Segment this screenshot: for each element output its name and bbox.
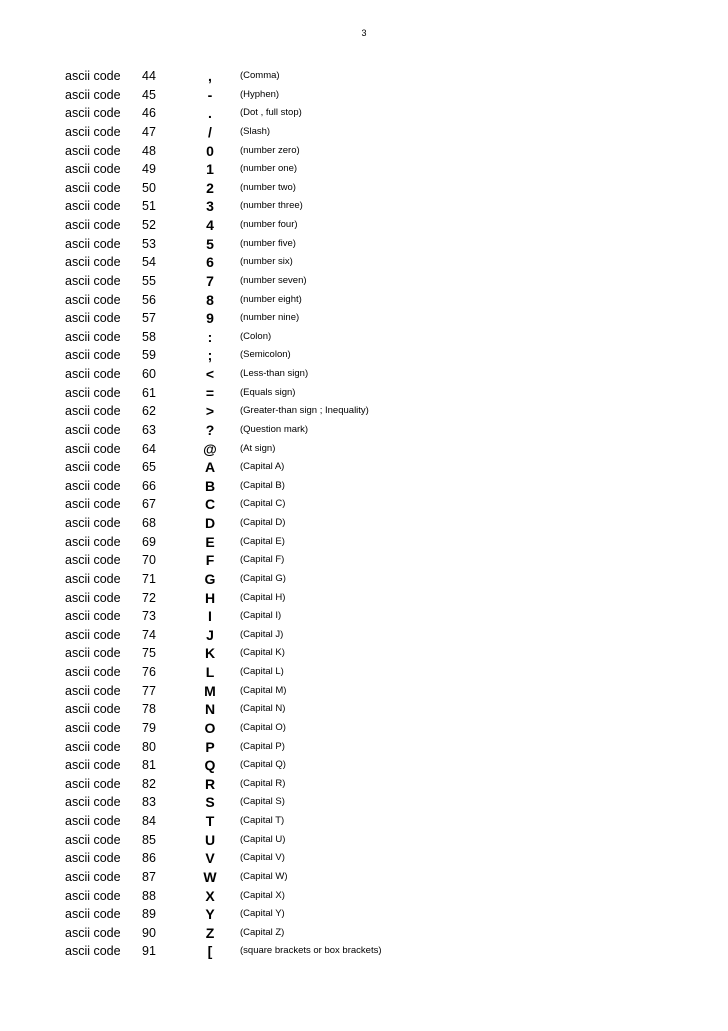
row-code: 55 bbox=[142, 273, 156, 288]
row-description: (number four) bbox=[240, 219, 298, 230]
row-char: , bbox=[208, 68, 212, 84]
row-label: ascii code bbox=[65, 478, 121, 493]
row-description: (Capital F) bbox=[240, 554, 285, 566]
row-code: 62 bbox=[142, 404, 156, 419]
row-description: (Capital H) bbox=[240, 591, 286, 603]
table-row bbox=[65, 421, 665, 440]
row-label: ascii code bbox=[65, 851, 121, 866]
table-row bbox=[65, 477, 665, 496]
row-code: 74 bbox=[142, 627, 156, 642]
table-row bbox=[65, 67, 665, 86]
row-char: 0 bbox=[206, 142, 214, 159]
row-label: ascii code bbox=[65, 665, 121, 679]
row-description: (number zero) bbox=[240, 144, 300, 156]
row-description: (Greater-than sign ; Inequality) bbox=[240, 405, 369, 417]
table-row bbox=[65, 86, 665, 105]
row-label: ascii code bbox=[65, 795, 121, 810]
row-description: (Dot , full stop) bbox=[240, 107, 302, 119]
table-row bbox=[65, 589, 665, 608]
row-label: ascii code bbox=[65, 497, 121, 512]
row-description: (Capital N) bbox=[240, 703, 286, 715]
ascii-table bbox=[65, 67, 665, 961]
row-code: 58 bbox=[142, 329, 156, 344]
row-label: ascii code bbox=[65, 832, 121, 847]
table-row bbox=[65, 626, 665, 645]
row-code: 77 bbox=[142, 683, 156, 698]
table-row bbox=[65, 123, 665, 142]
row-code: 45 bbox=[142, 87, 156, 102]
row-code: 52 bbox=[142, 218, 156, 232]
row-label: ascii code bbox=[65, 683, 121, 698]
row-code: 73 bbox=[142, 609, 156, 624]
row-description: (Slash) bbox=[240, 125, 271, 137]
row-char: X bbox=[205, 887, 215, 904]
table-row bbox=[65, 142, 665, 161]
table-row bbox=[65, 831, 665, 850]
row-label: ascii code bbox=[65, 292, 121, 307]
row-description: (square brackets or box brackets) bbox=[240, 945, 382, 957]
row-label: ascii code bbox=[65, 814, 121, 828]
row-description: (Semicolon) bbox=[240, 349, 291, 361]
row-label: ascii code bbox=[65, 404, 121, 419]
table-row bbox=[65, 458, 665, 477]
row-label: ascii code bbox=[65, 888, 121, 903]
row-char: U bbox=[204, 831, 216, 848]
table-row bbox=[65, 365, 665, 384]
row-char: K bbox=[204, 645, 216, 662]
row-label: ascii code bbox=[65, 385, 121, 400]
row-description: (Capital P) bbox=[240, 740, 285, 752]
row-code: 51 bbox=[142, 199, 156, 214]
row-char: S bbox=[205, 794, 215, 811]
row-code: 71 bbox=[142, 571, 156, 586]
row-char: Z bbox=[205, 924, 215, 941]
row-code: 89 bbox=[142, 907, 156, 922]
table-row bbox=[65, 384, 665, 403]
row-description: (Capital C) bbox=[240, 498, 286, 510]
row-description: (Question mark) bbox=[240, 423, 309, 435]
row-label: ascii code bbox=[65, 441, 121, 456]
table-row bbox=[65, 216, 665, 235]
row-label: ascii code bbox=[65, 87, 121, 102]
row-description: (Less-than sign) bbox=[240, 368, 309, 379]
table-row bbox=[65, 905, 665, 924]
row-char: < bbox=[205, 366, 215, 382]
row-label: ascii code bbox=[65, 180, 121, 195]
table-row bbox=[65, 104, 665, 123]
row-char: L bbox=[205, 664, 215, 680]
row-label: ascii code bbox=[65, 236, 121, 251]
table-row bbox=[65, 719, 665, 738]
row-code: 50 bbox=[142, 180, 156, 195]
row-char: Q bbox=[204, 757, 216, 774]
row-label: ascii code bbox=[65, 590, 121, 605]
row-char: 9 bbox=[206, 310, 214, 327]
row-code: 60 bbox=[142, 367, 156, 381]
table-row bbox=[65, 607, 665, 626]
row-label: ascii code bbox=[65, 367, 121, 381]
table-row bbox=[65, 868, 665, 887]
row-description: (Capital T) bbox=[240, 815, 285, 826]
row-code: 57 bbox=[142, 311, 156, 326]
row-char: / bbox=[208, 123, 212, 140]
row-code: 65 bbox=[142, 460, 156, 475]
row-char: M bbox=[204, 682, 216, 699]
row-code: 66 bbox=[142, 478, 156, 493]
row-description: (Capital E) bbox=[240, 535, 285, 547]
row-code: 46 bbox=[142, 106, 156, 121]
row-char: I bbox=[208, 608, 212, 625]
table-row bbox=[65, 793, 665, 812]
table-row bbox=[65, 402, 665, 421]
row-char: 6 bbox=[206, 254, 214, 271]
row-description: (Capital Y) bbox=[240, 908, 285, 920]
row-label: ascii code bbox=[65, 516, 121, 530]
table-row bbox=[65, 309, 665, 328]
row-code: 63 bbox=[142, 422, 156, 437]
row-code: 86 bbox=[142, 851, 156, 866]
row-char: R bbox=[204, 775, 216, 792]
row-code: 82 bbox=[142, 776, 156, 791]
row-char: : bbox=[207, 328, 213, 345]
row-char: . bbox=[208, 105, 212, 122]
row-code: 61 bbox=[142, 385, 156, 400]
table-row bbox=[65, 775, 665, 794]
row-label: ascii code bbox=[65, 255, 121, 270]
row-char: 7 bbox=[206, 272, 214, 289]
row-label: ascii code bbox=[65, 627, 121, 642]
row-char: D bbox=[204, 515, 216, 531]
table-row bbox=[65, 328, 665, 347]
row-code: 84 bbox=[142, 814, 156, 828]
row-label: ascii code bbox=[65, 907, 121, 922]
row-description: (number seven) bbox=[240, 274, 307, 286]
row-description: (Capital B) bbox=[240, 479, 285, 491]
row-description: (Capital Z) bbox=[240, 926, 285, 938]
table-row bbox=[65, 942, 665, 961]
row-code: 88 bbox=[142, 888, 156, 903]
table-row bbox=[65, 197, 665, 216]
row-code: 79 bbox=[142, 720, 156, 735]
row-code: 64 bbox=[142, 441, 156, 456]
row-description: (Capital X) bbox=[240, 889, 285, 901]
row-code: 75 bbox=[142, 646, 156, 661]
row-label: ascii code bbox=[65, 534, 121, 549]
table-row bbox=[65, 738, 665, 757]
row-label: ascii code bbox=[65, 776, 121, 791]
row-description: (Colon) bbox=[240, 330, 272, 342]
row-code: 47 bbox=[142, 124, 156, 139]
row-description: (Capital S) bbox=[240, 796, 285, 808]
row-char: N bbox=[204, 701, 216, 718]
row-label: ascii code bbox=[65, 702, 121, 717]
row-description: (Capital A) bbox=[240, 461, 285, 473]
row-label: ascii code bbox=[65, 162, 121, 177]
table-row bbox=[65, 924, 665, 943]
row-code: 53 bbox=[142, 236, 156, 251]
row-char: C bbox=[204, 496, 216, 513]
row-label: ascii code bbox=[65, 311, 121, 326]
row-label: ascii code bbox=[65, 758, 121, 773]
row-label: ascii code bbox=[65, 925, 121, 940]
row-label: ascii code bbox=[65, 143, 121, 158]
table-row bbox=[65, 179, 665, 198]
row-code: 69 bbox=[142, 534, 156, 549]
row-description: (Capital W) bbox=[240, 870, 288, 882]
table-row bbox=[65, 495, 665, 514]
row-code: 54 bbox=[142, 255, 156, 270]
row-label: ascii code bbox=[65, 571, 121, 586]
row-code: 87 bbox=[142, 869, 156, 884]
table-row bbox=[65, 570, 665, 589]
row-description: (Capital V) bbox=[240, 852, 285, 864]
row-label: ascii code bbox=[65, 869, 121, 884]
row-label: ascii code bbox=[65, 348, 121, 363]
row-char: 8 bbox=[206, 291, 214, 308]
table-row bbox=[65, 440, 665, 459]
row-label: ascii code bbox=[65, 69, 121, 83]
row-char: 4 bbox=[206, 217, 214, 233]
row-char: 3 bbox=[206, 198, 214, 215]
row-description: (Capital O) bbox=[240, 721, 286, 733]
table-row bbox=[65, 235, 665, 254]
row-char: = bbox=[205, 384, 215, 401]
table-row bbox=[65, 253, 665, 272]
row-char: T bbox=[205, 813, 215, 829]
table-row bbox=[65, 887, 665, 906]
row-code: 59 bbox=[142, 348, 156, 363]
row-char: Y bbox=[205, 906, 215, 923]
table-row bbox=[65, 700, 665, 719]
row-char: @ bbox=[203, 440, 217, 457]
row-code: 85 bbox=[142, 832, 156, 847]
row-description: (number two) bbox=[240, 181, 296, 193]
row-code: 78 bbox=[142, 702, 156, 717]
row-description: (Capital D) bbox=[240, 517, 286, 528]
row-code: 90 bbox=[142, 925, 156, 940]
row-label: ascii code bbox=[65, 460, 121, 475]
row-description: (Capital K) bbox=[240, 647, 285, 659]
row-label: ascii code bbox=[65, 124, 121, 139]
row-char: - bbox=[207, 86, 213, 103]
row-code: 68 bbox=[142, 516, 156, 530]
table-row bbox=[65, 663, 665, 682]
row-code: 76 bbox=[142, 665, 156, 679]
row-char: H bbox=[204, 589, 216, 606]
row-code: 83 bbox=[142, 795, 156, 810]
table-row bbox=[65, 533, 665, 552]
row-char: 5 bbox=[206, 235, 214, 252]
row-char: 2 bbox=[206, 179, 214, 196]
table-row bbox=[65, 849, 665, 868]
row-code: 80 bbox=[142, 739, 156, 754]
row-label: ascii code bbox=[65, 199, 121, 214]
table-row bbox=[65, 812, 665, 831]
row-code: 44 bbox=[142, 69, 156, 83]
row-description: (Capital R) bbox=[240, 777, 286, 789]
row-label: ascii code bbox=[65, 720, 121, 735]
row-description: (Capital G) bbox=[240, 572, 286, 584]
row-code: 67 bbox=[142, 497, 156, 512]
row-description: (Capital L) bbox=[240, 666, 284, 677]
row-char: B bbox=[204, 477, 216, 494]
row-char: W bbox=[203, 868, 217, 885]
row-char: G bbox=[204, 570, 216, 587]
row-description: (number one) bbox=[240, 163, 298, 175]
row-description: (Capital I) bbox=[240, 610, 282, 622]
row-description: (At sign) bbox=[240, 442, 276, 454]
row-description: (Comma) bbox=[240, 70, 280, 81]
row-description: (number three) bbox=[240, 200, 303, 212]
row-code: 91 bbox=[142, 944, 156, 959]
row-code: 49 bbox=[142, 162, 156, 177]
table-row bbox=[65, 514, 665, 533]
row-code: 72 bbox=[142, 590, 156, 605]
row-description: (Capital M) bbox=[240, 684, 287, 696]
row-char: ; bbox=[207, 347, 213, 364]
row-label: ascii code bbox=[65, 646, 121, 661]
row-code: 56 bbox=[142, 292, 156, 307]
row-label: ascii code bbox=[65, 739, 121, 754]
row-description: (Hyphen) bbox=[240, 88, 280, 100]
row-char: P bbox=[205, 738, 215, 755]
table-row bbox=[65, 291, 665, 310]
row-char: E bbox=[205, 533, 215, 550]
table-row bbox=[65, 682, 665, 701]
row-label: ascii code bbox=[65, 273, 121, 288]
row-description: (number nine) bbox=[240, 312, 300, 324]
row-char: O bbox=[204, 719, 216, 736]
row-description: (Equals sign) bbox=[240, 386, 296, 398]
row-label: ascii code bbox=[65, 106, 121, 121]
row-label: ascii code bbox=[65, 422, 121, 437]
row-char: ? bbox=[205, 421, 215, 438]
row-description: (Capital J) bbox=[240, 628, 284, 640]
table-row bbox=[65, 756, 665, 775]
table-row bbox=[65, 272, 665, 291]
row-label: ascii code bbox=[65, 218, 121, 232]
table-row bbox=[65, 346, 665, 365]
row-char: 1 bbox=[206, 161, 214, 178]
table-row bbox=[65, 644, 665, 663]
row-label: ascii code bbox=[65, 329, 121, 344]
row-code: 70 bbox=[142, 553, 156, 568]
row-description: (number five) bbox=[240, 237, 296, 249]
row-char: J bbox=[206, 626, 214, 643]
page-number: 3 bbox=[361, 28, 367, 38]
row-char: F bbox=[205, 552, 215, 569]
row-description: (Capital Q) bbox=[240, 759, 286, 771]
row-char: [ bbox=[207, 943, 213, 960]
row-char: V bbox=[205, 850, 215, 867]
row-description: (Capital U) bbox=[240, 833, 286, 845]
row-label: ascii code bbox=[65, 944, 121, 959]
row-label: ascii code bbox=[65, 609, 121, 624]
row-char: > bbox=[205, 403, 215, 420]
row-char: A bbox=[204, 459, 216, 476]
table-row bbox=[65, 160, 665, 179]
row-code: 81 bbox=[142, 758, 156, 773]
row-description: (number six) bbox=[240, 256, 293, 268]
row-label: ascii code bbox=[65, 553, 121, 568]
row-description: (number eight) bbox=[240, 293, 302, 305]
row-code: 48 bbox=[142, 143, 156, 158]
table-row bbox=[65, 551, 665, 570]
